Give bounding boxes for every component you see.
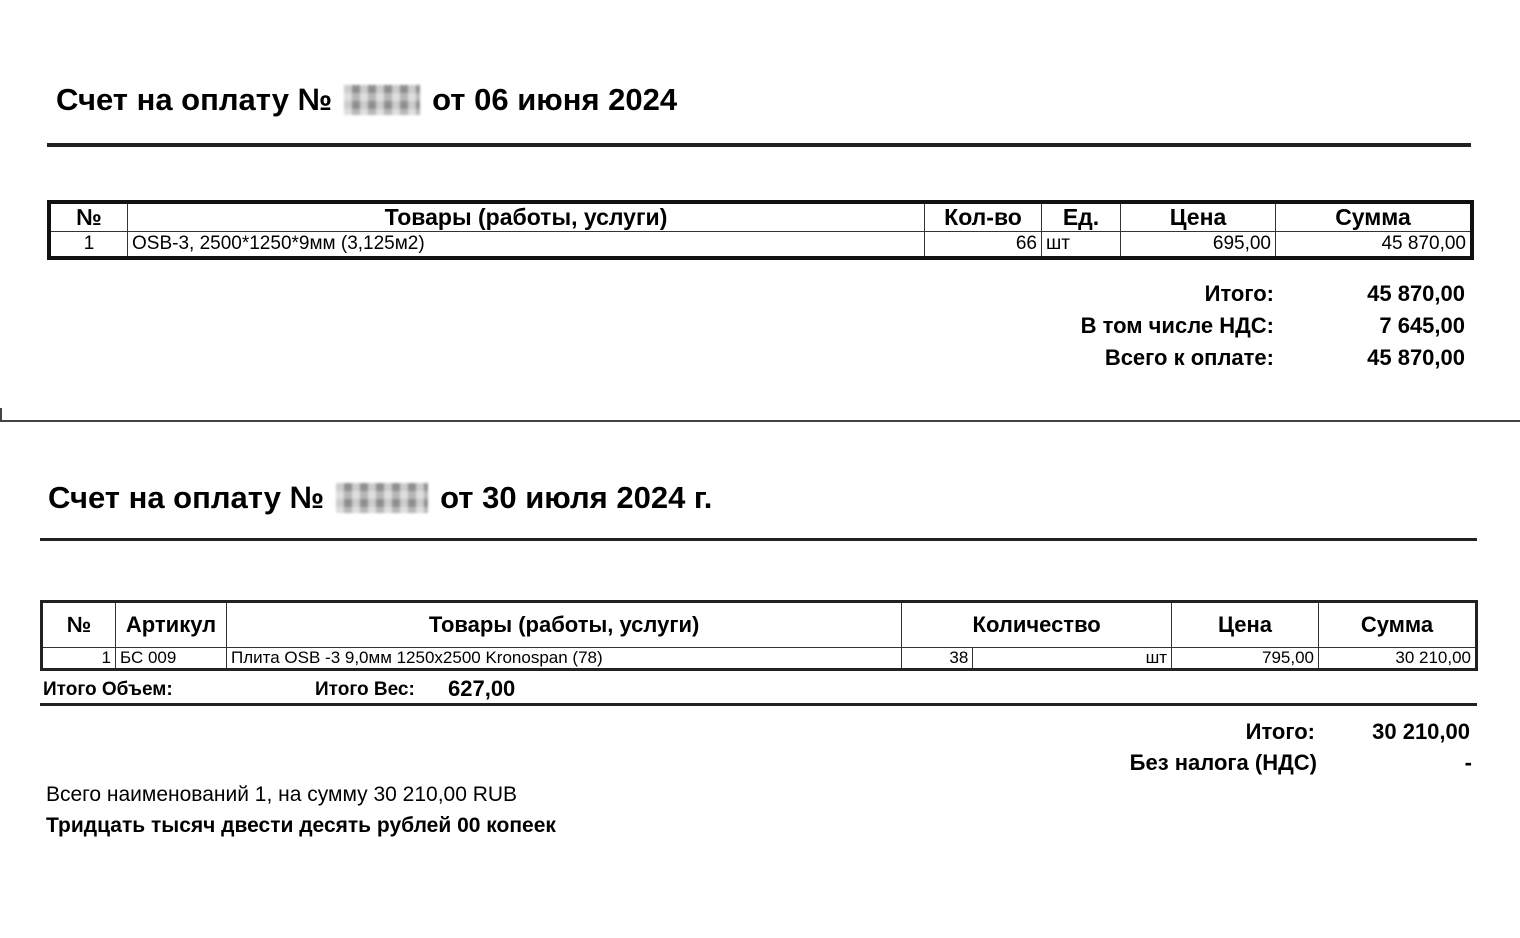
col-header-article: Артикул	[116, 602, 227, 648]
row-unit: шт	[973, 648, 1172, 670]
invoice2-footer-divider	[40, 703, 1477, 706]
separator-tick	[0, 408, 2, 420]
row-price: 795,00	[1172, 648, 1319, 670]
col-header-price: Цена	[1172, 602, 1319, 648]
document-separator	[0, 420, 1520, 422]
table-header-row	[49, 202, 1472, 232]
invoice2-vat-value: -	[1464, 750, 1472, 775]
row-price: 695,00	[1121, 232, 1276, 259]
table-header-row	[42, 602, 1477, 648]
invoice1-divider	[47, 143, 1471, 147]
invoice1-payable-value: 45 870,00	[1367, 345, 1465, 370]
invoice2-total-value: 30 210,00	[1372, 719, 1470, 744]
col-header-goods: Товары (работы, услуги)	[128, 202, 925, 232]
redacted-number	[336, 483, 428, 513]
invoice1-table	[47, 200, 1474, 260]
row-sum: 30 210,00	[1319, 648, 1477, 670]
col-header-qty: Количество	[902, 602, 1172, 648]
col-header-sum: Сумма	[1276, 202, 1473, 232]
invoice2-divider	[40, 538, 1477, 541]
row-qty: 66	[925, 232, 1042, 259]
col-header-goods: Товары (работы, услуги)	[227, 602, 902, 648]
volume-label: Итого Объем:	[43, 679, 173, 700]
row-article: БС 009	[116, 648, 227, 670]
invoice1-total-value: 45 870,00	[1367, 281, 1465, 306]
items-summary: Всего наименований 1, на сумму 30 210,00 RUB	[46, 783, 518, 806]
invoice1-title-date: от 06 июня 2024	[432, 82, 678, 117]
col-header-unit: Ед.	[1042, 202, 1121, 232]
col-header-number: №	[49, 202, 128, 232]
weight-value: 627,00	[448, 676, 516, 701]
col-header-number: №	[42, 602, 116, 648]
col-header-sum: Сумма	[1319, 602, 1477, 648]
row-goods: OSB-3, 2500*1250*9мм (3,125м2)	[128, 232, 925, 259]
amount-in-words: Тридцать тысяч двести десять рублей 00 копеек	[46, 814, 556, 837]
invoice1-payable-label: Всего к оплате:	[1104, 345, 1274, 370]
col-header-price: Цена	[1121, 202, 1276, 232]
table-row	[42, 648, 1477, 670]
invoice1-title-prefix: Счет на оплату №	[56, 82, 333, 117]
invoice1-title	[56, 82, 677, 118]
invoice1-vat-value: 7 645,00	[1379, 313, 1465, 338]
invoice1-vat-label: В том числе НДС:	[1080, 313, 1274, 338]
invoice2-table	[40, 600, 1478, 671]
invoice1-total-label: Итого:	[1204, 281, 1274, 306]
row-goods: Плита OSB -3 9,0мм 1250х2500 Kronospan (78)	[227, 648, 902, 670]
row-number: 1	[49, 232, 128, 259]
table-row	[49, 232, 1472, 259]
invoice2-title-date: от 30 июля 2024 г.	[440, 480, 713, 515]
invoice2-title	[48, 480, 712, 516]
row-sum: 45 870,00	[1276, 232, 1473, 259]
invoice2-title-prefix: Счет на оплату №	[48, 480, 325, 515]
row-number: 1	[42, 648, 116, 670]
invoice2-total-label: Итого:	[1245, 719, 1315, 744]
invoice2-vat-label: Без налога (НДС)	[1129, 750, 1317, 775]
weight-label: Итого Вес:	[315, 679, 415, 700]
redacted-number	[344, 85, 420, 115]
row-qty: 38	[902, 648, 973, 670]
row-unit: шт	[1042, 232, 1121, 259]
col-header-qty: Кол-во	[925, 202, 1042, 232]
